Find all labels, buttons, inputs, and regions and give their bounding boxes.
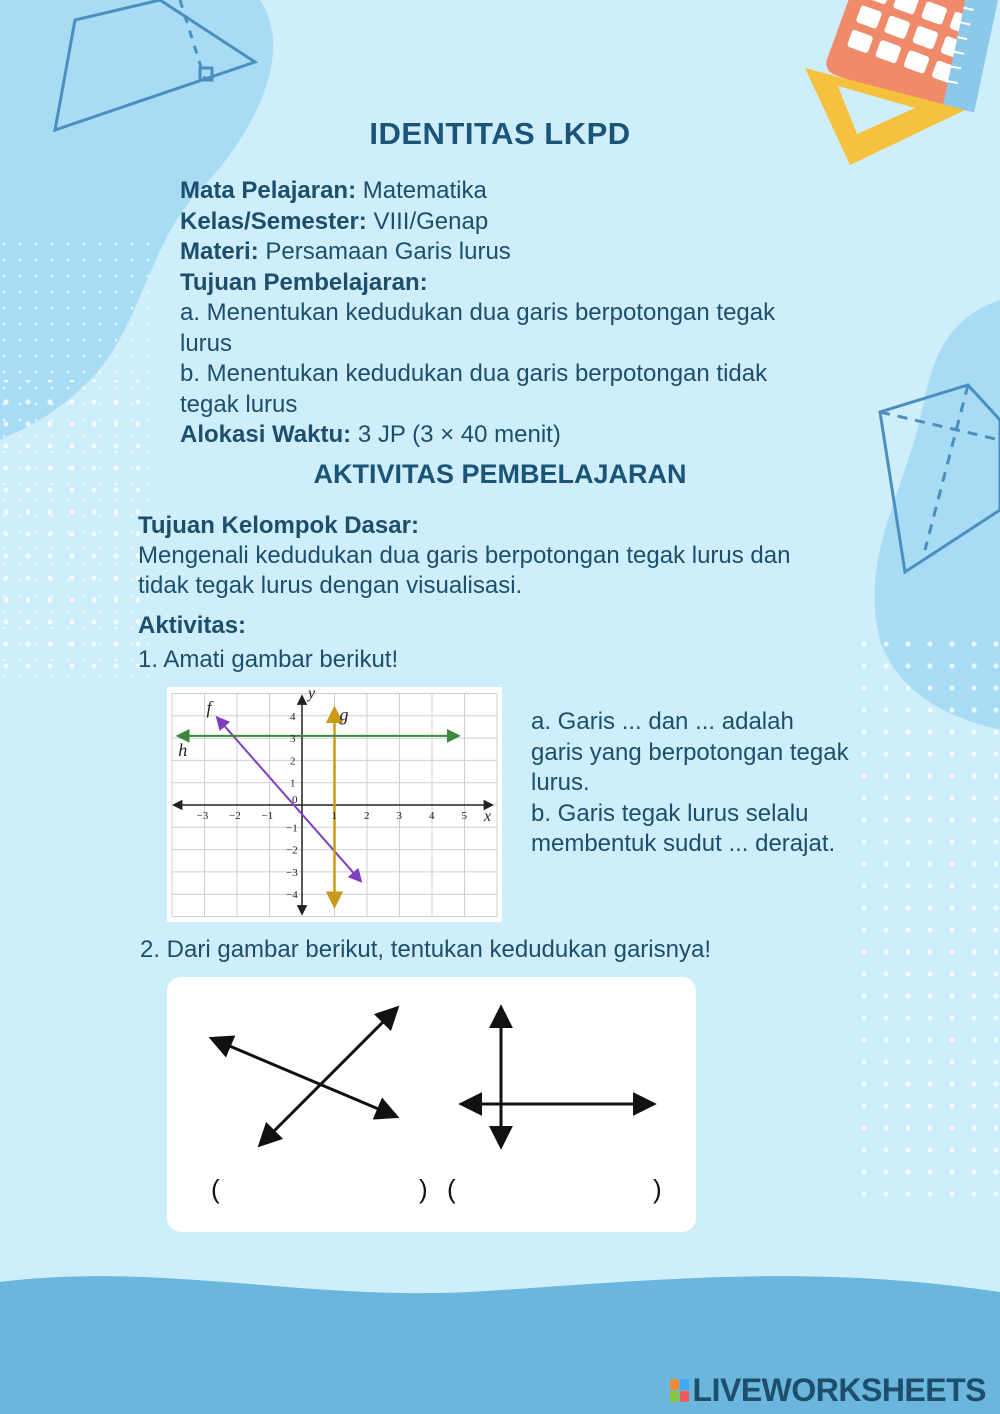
activities-title: AKTIVITAS PEMBELAJARAN	[313, 459, 687, 489]
x-tick-label: −3	[196, 810, 209, 822]
goal-block	[138, 511, 838, 601]
line-h-label: h	[178, 739, 188, 760]
page-title: IDENTITAS LKPD	[369, 116, 631, 151]
question-b: b. Garis tegak lurus selalu membentuk sudut ... derajat.	[531, 799, 836, 857]
liveworksheets-logo	[670, 1372, 986, 1409]
y-tick-label: 3	[290, 733, 296, 746]
material-value: Persamaan Garis lurus	[265, 238, 511, 265]
x-tick-label: 1	[331, 810, 337, 822]
answer-2-close: )	[653, 1174, 662, 1204]
oblique-line-2	[261, 1009, 396, 1144]
class-row	[180, 207, 820, 238]
x-tick-label: 2	[364, 810, 370, 822]
graph-svg	[167, 687, 502, 922]
y-axis-label: y	[308, 687, 316, 702]
x-axis-label: x	[484, 808, 492, 825]
step-2: 2. Dari gambar berikut, tentukan kedudukan garisnya!	[140, 936, 711, 963]
dots-right	[850, 640, 1000, 1200]
material-label: Materi:	[180, 238, 259, 265]
material-row	[180, 237, 820, 268]
goal-label: Tujuan Kelompok Dasar:	[138, 512, 419, 539]
class-label: Kelas/Semester:	[180, 207, 367, 235]
lines-figure-box	[167, 977, 696, 1232]
activity-label: Aktivitas:	[138, 612, 247, 639]
answer-1-close: )	[419, 1174, 428, 1204]
y-tick-label: 1	[290, 777, 296, 790]
questions-block	[531, 707, 851, 860]
objective-b: b. Menentukan kedudukan dua garis berpotongan tidak tegak lurus	[180, 360, 768, 418]
objectives-row	[180, 268, 820, 299]
subject-value: Matematika	[362, 177, 487, 204]
line-g-label: g	[339, 704, 349, 725]
time-row	[180, 420, 820, 451]
origin-label: 0	[292, 794, 298, 806]
y-tick-label: −1	[286, 822, 298, 835]
oblique-line-1	[213, 1039, 395, 1116]
x-tick-label: −1	[261, 810, 274, 822]
y-tick-label: −2	[286, 844, 298, 857]
subject-row	[180, 176, 820, 207]
step-1: 1. Amati gambar berikut!	[138, 646, 399, 673]
answer-1-field[interactable]	[231, 1177, 411, 1205]
logo-text: LIVEWORKSHEETS	[692, 1372, 986, 1408]
graph-axes	[174, 697, 492, 914]
x-tick-label: −2	[229, 810, 241, 822]
x-tick-label: 5	[461, 810, 467, 822]
y-tick-label: −3	[286, 866, 298, 879]
answer-2-field[interactable]	[467, 1177, 647, 1205]
y-tick-label: −4	[286, 889, 298, 902]
time-value: 3 JP (3 × 40 menit)	[357, 421, 561, 448]
logo-mark-icon	[670, 1379, 689, 1402]
y-tick-label: 2	[290, 755, 296, 768]
time-label: Alokasi Waktu:	[180, 421, 352, 448]
line-f-label: f	[206, 697, 212, 718]
dots-left-big	[0, 380, 140, 680]
answer-2-open: (	[447, 1174, 456, 1204]
subject-label: Mata Pelajaran:	[180, 177, 357, 204]
coordinate-graph	[167, 687, 502, 922]
identity-block	[180, 176, 820, 451]
answer-1-open: (	[211, 1174, 220, 1204]
y-tick-label: 4	[290, 710, 296, 723]
objective-a: a. Menentukan kedudukan dua garis berpotongan tegak lurus	[180, 299, 776, 357]
x-tick-label: 4	[429, 810, 435, 822]
question-a: a. Garis ... dan ... adalah garis yang berpotongan tegak lurus.	[531, 708, 849, 796]
objectives-label: Tujuan Pembelajaran:	[180, 268, 428, 296]
x-tick-label: 3	[396, 810, 402, 822]
goal-text: Mengenali kedudukan dua garis berpotongan tegak lurus dan tidak tegak lurus dengan visualisasi.	[138, 542, 791, 599]
class-value: VIII/Genap	[373, 207, 489, 235]
